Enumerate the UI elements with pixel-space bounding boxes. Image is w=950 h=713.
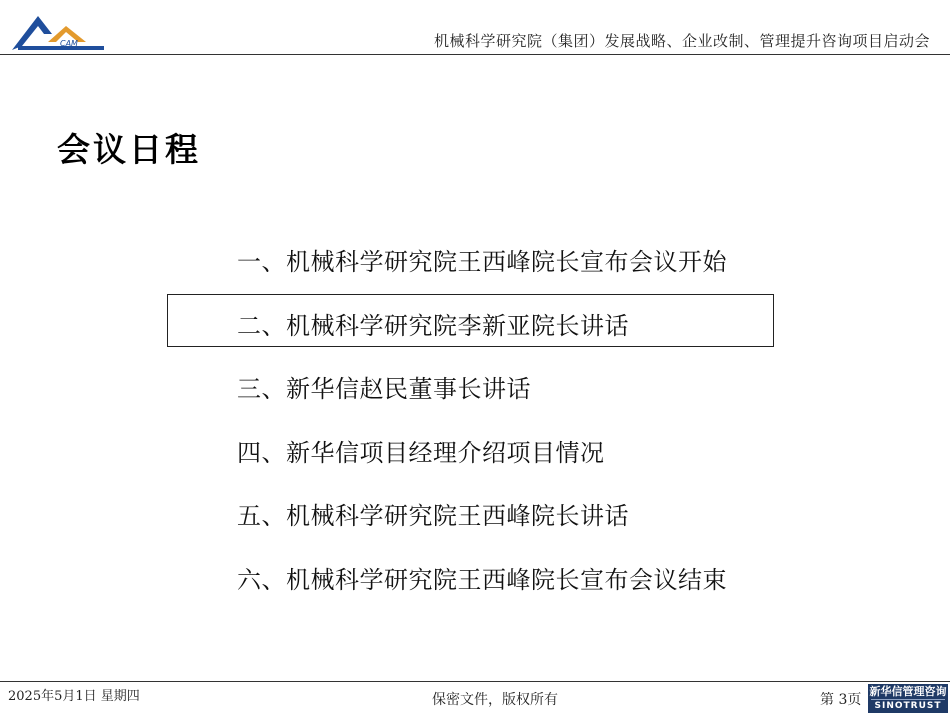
agenda-item: 一、机械科学研究院王西峰院长宣布会议开始 <box>237 248 727 276</box>
footer-date: 2025年5月1日 星期四 <box>8 689 140 704</box>
page-number: 第 3页 <box>820 692 862 708</box>
agenda-item: 六、机械科学研究院王西峰院长宣布会议结束 <box>237 565 727 594</box>
header-title: 机械科学研究院（集团）发展战略、企业改制、管理提升咨询项目启动会 <box>433 32 930 50</box>
agenda-list <box>237 240 727 621</box>
page-title: 会议日程 <box>57 130 201 169</box>
agenda-item: 五、机械科学研究院王西峰院长讲话 <box>237 502 629 530</box>
sinotrust-logo-en: SINOTRUST <box>871 699 945 712</box>
sinotrust-logo <box>868 684 948 713</box>
footer-divider <box>0 681 950 682</box>
agenda-item: 四、新华信项目经理介绍项目情况 <box>237 438 605 467</box>
footer-confidential: 保密文件，版权所有 <box>432 692 558 708</box>
agenda-item: 三、新华信赵民董事长讲话 <box>237 375 531 403</box>
sinotrust-logo-cn: 新华信管理咨询 <box>869 685 947 698</box>
agenda-item: 二、机械科学研究院李新亚院长讲话 <box>237 311 629 340</box>
logo-text: CAM <box>60 39 78 48</box>
cam-logo-icon <box>8 12 108 54</box>
header-divider <box>0 54 950 55</box>
